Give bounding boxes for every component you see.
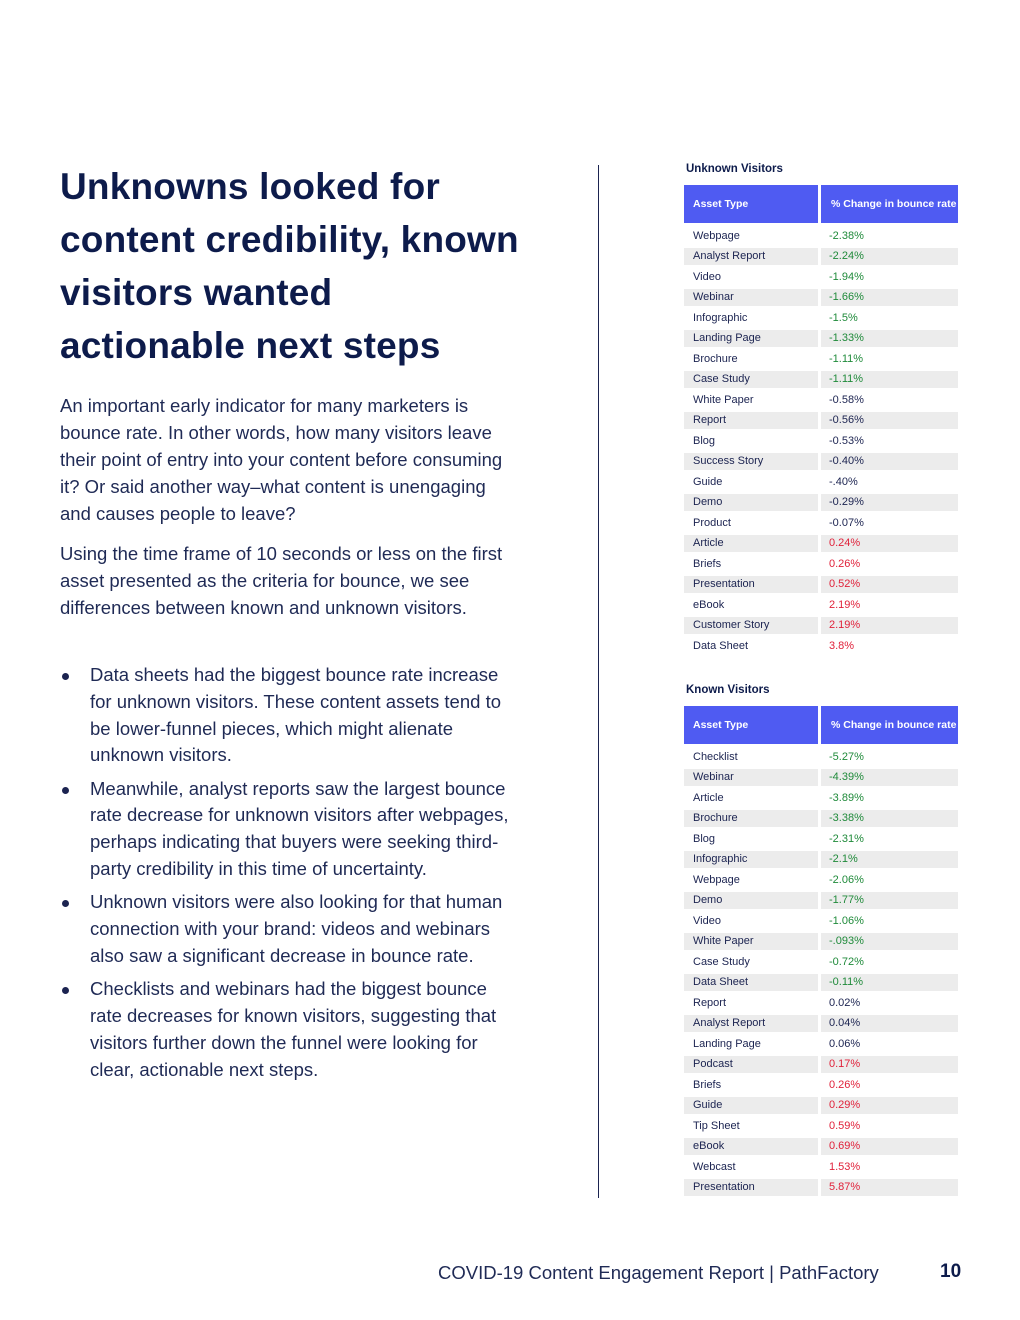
change-cell: -4.39% [821,769,958,787]
table-row [684,617,958,635]
table-row [684,994,958,1012]
asset-type-cell: White Paper [693,393,754,406]
change-cell: 0.52% [821,576,958,594]
asset-type-cell: Success Story [684,453,818,471]
asset-type-cell: Presentation [684,576,818,594]
change-cell: -1.11% [829,352,864,365]
table-row [684,953,958,971]
asset-type-cell: Webpage [693,229,740,242]
table-row [684,810,958,828]
column-header-asset-type: Asset Type [684,185,818,223]
asset-type-cell: Briefs [693,557,722,570]
change-cell: -0.53% [829,434,864,447]
table-row [684,1117,958,1135]
bullet-text: Checklists and webinars had the biggest bounce rate decreases for known visitors, suggesting that visitors further down the funnel were looking for clear, actionable next steps. [90,978,497,1080]
asset-type-cell: Tip Sheet [693,1119,740,1132]
change-cell: 0.59% [829,1119,861,1132]
table-row [684,227,958,245]
unknown-visitors-table [684,163,958,658]
asset-type-cell: Article [693,791,724,804]
change-cell: 5.87% [821,1179,958,1197]
asset-type-cell: Webinar [684,289,818,307]
asset-type-cell: White Paper [684,933,818,951]
asset-type-cell: eBook [693,598,725,611]
table-row [684,1097,958,1115]
table-row [684,748,958,766]
table-header [684,185,958,223]
asset-type-cell: Checklist [693,750,738,763]
table-row [684,330,958,348]
asset-type-cell: Webpage [693,873,740,886]
table-row [684,1035,958,1053]
footer-text: COVID-19 Content Engagement Report | PathFactory [438,1262,879,1283]
asset-type-cell: Presentation [684,1179,818,1197]
table-row [684,912,958,930]
table-body [684,227,958,655]
bullet-icon [62,673,69,680]
bullet-text: Meanwhile, analyst reports saw the largest bounce rate decrease for unknown visitors after webpages, perhaps indicating that buyers were seeking third-party credibility in this time of uncertainty. [90,777,509,880]
asset-type-cell: Blog [693,434,716,447]
change-cell: 0.26% [829,557,861,570]
change-cell: -2.38% [829,229,864,242]
asset-type-cell: Landing Page [693,1037,761,1050]
change-cell: -3.38% [821,810,958,828]
table-row [684,1076,958,1094]
change-cell: -1.77% [821,892,958,910]
bullet-text: Data sheets had the biggest bounce rate increase for unknown visitors. These content assets tend to be lower-funnel pieces, which might alienate unknown visitors. [90,664,501,766]
table-row [684,535,958,553]
change-cell: 3.8% [829,639,855,652]
asset-type-cell: Infographic [693,311,748,324]
criteria-paragraph: Using the time frame of 10 seconds or less on the first asset presented as the criteria for bounce, we see differences between known and unknown visitors. [60,543,503,618]
asset-type-cell: Landing Page [684,330,818,348]
change-cell: -5.27% [829,750,864,763]
change-cell: -1.5% [829,311,858,324]
asset-type-cell: Analyst Report [684,248,818,266]
table-row [684,514,958,532]
asset-type-cell: Demo [684,892,818,910]
asset-type-cell: Demo [684,494,818,512]
asset-type-cell: Report [684,412,818,430]
page-number: 10 [940,1261,962,1282]
asset-type-cell: Infographic [684,851,818,869]
asset-type-cell: eBook [684,1138,818,1156]
change-cell: -2.31% [829,832,864,845]
asset-type-cell: Video [693,270,721,283]
table-title: Known Visitors [686,684,770,696]
table-row [684,1158,958,1176]
findings-list [60,662,520,1090]
change-cell: 0.24% [821,535,958,553]
table-row [684,789,958,807]
main-column [60,160,520,1080]
asset-type-cell: Customer Story [684,617,818,635]
asset-type-cell: Webinar [684,769,818,787]
table-row [684,350,958,368]
change-cell: -0.40% [821,453,958,471]
bullet-icon [62,787,69,794]
change-cell: 0.69% [821,1138,958,1156]
change-cell: -1.33% [821,330,958,348]
asset-type-cell: Data Sheet [684,974,818,992]
asset-type-cell: Briefs [693,1078,722,1091]
change-cell: -0.72% [829,955,864,968]
asset-type-cell: Video [693,914,721,927]
table-row [684,371,958,389]
asset-type-cell: Analyst Report [684,1015,818,1033]
change-cell: -2.1% [821,851,958,869]
change-cell: -2.24% [821,248,958,266]
change-cell: 2.19% [821,617,958,635]
asset-type-cell: Podcast [684,1056,818,1074]
change-cell: -.40% [829,475,858,488]
change-cell: 2.19% [829,598,861,611]
change-cell: -3.89% [829,791,864,804]
column-header-change: % Change in bounce rate [821,185,958,223]
asset-type-cell: Report [693,996,727,1009]
bullet-icon [62,900,69,907]
change-cell: -.093% [821,933,958,951]
asset-type-cell: Blog [693,832,716,845]
known-visitors-table [684,684,958,1199]
table-row [684,432,958,450]
column-header-asset-type: Asset Type [684,706,818,744]
change-cell: 0.29% [821,1097,958,1115]
change-cell: 0.26% [829,1078,861,1091]
change-cell: -0.56% [821,412,958,430]
table-body [684,748,958,1196]
change-cell: 0.06% [829,1037,861,1050]
page-title: Unknowns looked for content credibility, known visitors wanted actionable next steps [60,166,519,366]
table-row [684,892,958,910]
change-cell: -0.11% [821,974,958,992]
asset-type-cell: Brochure [693,352,738,365]
change-cell: -0.58% [829,393,864,406]
table-row [684,933,958,951]
table-header [684,706,958,744]
asset-type-cell: Article [684,535,818,553]
change-cell: 1.53% [829,1160,861,1173]
table-row [684,974,958,992]
list-item [60,662,520,769]
asset-type-cell: Data Sheet [693,639,749,652]
table-row [684,391,958,409]
change-cell: -0.29% [821,494,958,512]
change-cell: 0.02% [829,996,861,1009]
table-row [684,830,958,848]
asset-type-cell: Case Study [693,955,750,968]
column-header-change: % Change in bounce rate [821,706,958,744]
change-cell: -1.11% [821,371,958,389]
column-divider [598,165,599,1198]
change-cell: -0.07% [829,516,864,529]
table-row [684,248,958,266]
table-row [684,576,958,594]
list-item [60,976,520,1083]
table-row [684,289,958,307]
table-row [684,1179,958,1197]
table-title: Unknown Visitors [686,163,783,175]
table-row [684,637,958,655]
change-cell: -2.06% [829,873,864,886]
table-row [684,473,958,491]
table-row [684,769,958,787]
bullet-icon [62,987,69,994]
table-row [684,453,958,471]
table-row [684,412,958,430]
list-item [60,889,520,969]
change-cell: -1.94% [829,270,864,283]
bullet-text: Unknown visitors were also looking for that human connection with your brand: videos and webinars also saw a significant decrease in bounce rate. [90,891,503,966]
table-row [684,596,958,614]
table-row [684,555,958,573]
asset-type-cell: Guide [684,1097,818,1115]
list-item [60,776,520,883]
table-row [684,1015,958,1033]
table-row [684,494,958,512]
asset-type-cell: Webcast [693,1160,736,1173]
change-cell: 0.04% [821,1015,958,1033]
change-cell: -1.66% [821,289,958,307]
change-cell: -1.06% [829,914,864,927]
table-row [684,268,958,286]
table-row [684,851,958,869]
asset-type-cell: Guide [693,475,723,488]
table-row [684,871,958,889]
table-row [684,1056,958,1074]
asset-type-cell: Case Study [684,371,818,389]
table-row [684,1138,958,1156]
table-row [684,309,958,327]
intro-paragraph: An important early indicator for many marketers is bounce rate. In other words, how many visitors leave their point of entry into your content before consuming it? Or said another way–what content is unengaging and causes people to leave? [60,395,503,524]
asset-type-cell: Product [693,516,731,529]
asset-type-cell: Brochure [684,810,818,828]
change-cell: 0.17% [821,1056,958,1074]
